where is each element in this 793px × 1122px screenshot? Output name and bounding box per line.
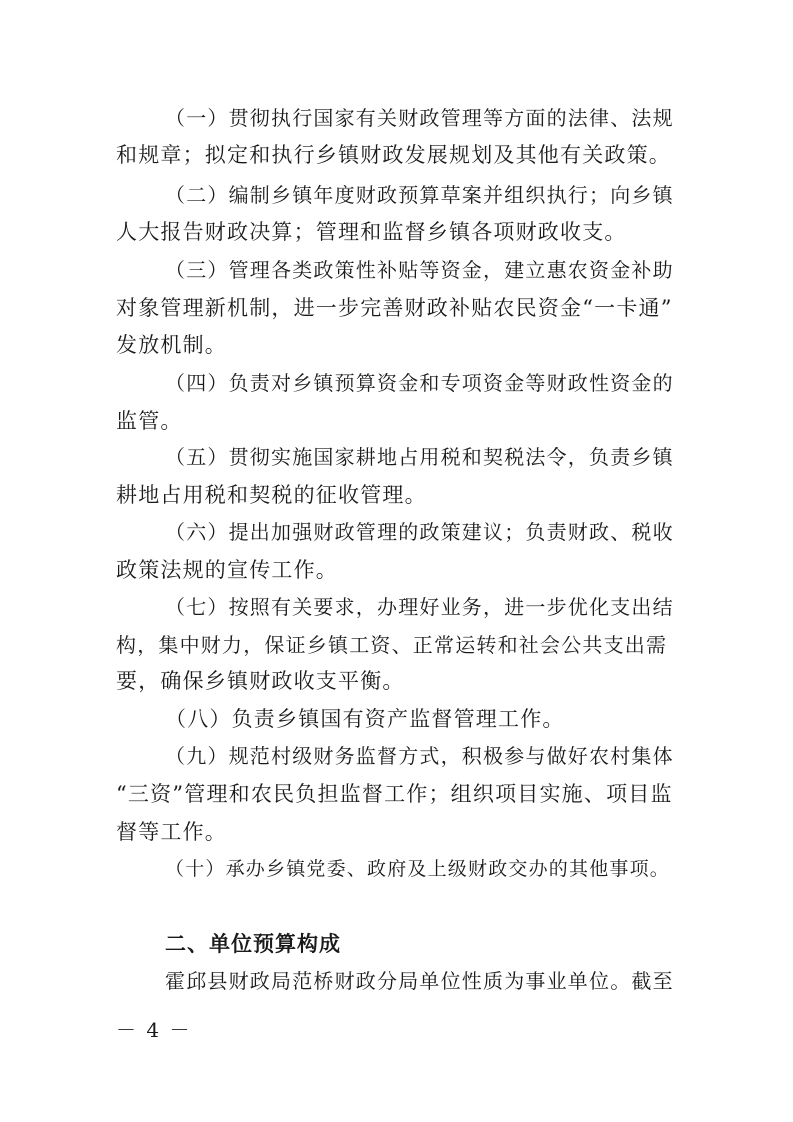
paragraph-9-line-1: （九）规范村级财务监督方式，积极参与做好农村集体 xyxy=(165,744,674,768)
paragraph-9-line-2: “三资”管理和农民负担监督工作；组织项目实施、项目监 xyxy=(116,782,673,806)
paragraph-5-line-1: （五）贯彻实施国家耕地占用税和契税法令，负责乡镇 xyxy=(165,445,674,469)
paragraph-7-line-2: 构，集中财力，保证乡镇工资、正常运转和社会公共支出需 xyxy=(116,633,668,657)
paragraph-6-line-2: 政策法规的宣传工作。 xyxy=(116,558,338,582)
paragraph-2-line-1: （二）编制乡镇年度财政预算草案并组织执行；向乡镇 xyxy=(165,183,674,207)
paragraph-3-line-1: （三）管理各类政策性补贴等资金，建立惠农资金补助 xyxy=(165,258,674,282)
paragraph-7-line-1: （七）按照有关要求，办理好业务，进一步优化支出结 xyxy=(165,595,674,619)
paragraph-4-line-2: 监管。 xyxy=(116,409,183,433)
paragraph-7-line-3: 要，确保乡镇财政收支平衡。 xyxy=(116,669,405,693)
paragraph-2-line-2: 人大报告财政决算；管理和监督乡镇各项财政收支。 xyxy=(116,220,627,244)
paragraph-10-line-1: （十）承办乡镇党委、政府及上级财政交办的其他事项。 xyxy=(165,858,671,880)
paragraph-4-line-1: （四）负责对乡镇预算资金和专项资金等财政性资金的 xyxy=(165,371,674,395)
paragraph-3-line-2: 对象管理新机制，进一步完善财政补贴农民资金“一卡通” xyxy=(116,296,673,320)
section-heading: 二、单位预算构成 xyxy=(165,932,341,956)
paragraph-1-line-1: （一）贯彻执行国家有关财政管理等方面的法律、法规 xyxy=(165,106,674,130)
paragraph-5-line-2: 耕地占用税和契税的征收管理。 xyxy=(116,483,427,507)
paragraph-6-line-1: （六）提出加强财政管理的政策建议；负责财政、税收 xyxy=(165,520,674,544)
paragraph-8-line-1: （八）负责乡镇国有资产监督管理工作。 xyxy=(165,707,565,731)
paragraph-3-line-3: 发放机制。 xyxy=(116,333,227,357)
section-paragraph-line-1: 霍邱县财政局范桥财政分局单位性质为事业单位。截至 xyxy=(165,969,674,993)
paragraph-9-line-3: 督等工作。 xyxy=(116,820,227,844)
paragraph-1-line-2: 和规章；拟定和执行乡镇财政发展规划及其他有关政策。 xyxy=(116,143,671,167)
page-number: － 4 － xyxy=(116,1018,192,1042)
